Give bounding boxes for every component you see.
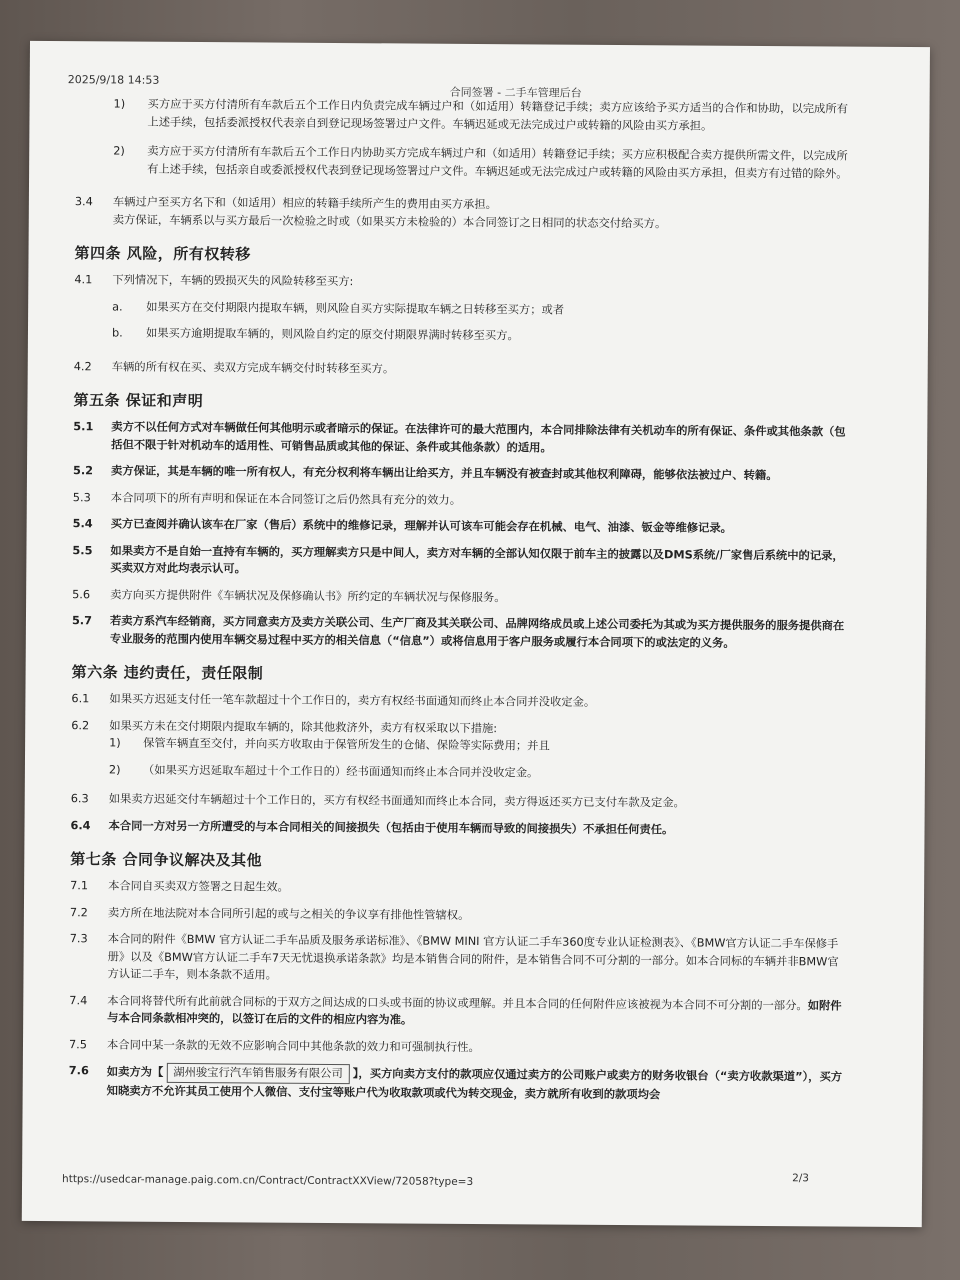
clause-text: 车辆过户至买方名下和（如适用）相应的转籍手续所产生的费用由买方承担。 xyxy=(112,195,498,212)
clause-number: 2) xyxy=(113,144,125,158)
clause-number: 5.5 xyxy=(72,543,93,557)
clause-number: 1) xyxy=(109,736,121,750)
clause-6-1 xyxy=(71,690,851,713)
clause-text: 本合同一方对另一方所遭受的与本合同相关的间接损失（包括由于使用车辆而导致的间接损失）不承担任何责任。 xyxy=(108,818,674,836)
clause-text xyxy=(107,1062,849,1104)
clause-text: 如果买方逾期提取车辆的，则风险自约定的原交付期限界满时转移至买方。 xyxy=(145,326,519,343)
clause-text: 本合同自买卖双方签署之日起生效。 xyxy=(108,879,289,894)
clause-text: 卖方向买方提供附件《车辆状况及保修确认书》所约定的车辆状况与保修服务。 xyxy=(110,587,506,604)
clause-text: 买方已查阅并确认该车在厂家（售后）系统中的维修记录，理解并认可该车可能会存在机械、电气、油漆、钣金等维修记录。 xyxy=(110,517,733,535)
clause-text: 下列情况下，车辆的毁损灭失的风险转移至买方: xyxy=(112,273,354,289)
clause-number: 6.4 xyxy=(70,818,91,832)
clause-number: 5.1 xyxy=(73,420,94,434)
clause-text-post: 】，买方向卖方支付的款项应仅通过卖方的公司账户或卖方的财务收银台（“卖方收款渠道”），买方知晓卖方不允许其员工使用个人微信、支付宝等账户代为收取款项或代为转交现金，卖方就所有收到的款项均会 xyxy=(106,1067,843,1101)
clause-number: 7.2 xyxy=(69,905,88,919)
clause-7-6 xyxy=(69,1062,849,1104)
clause-5-1 xyxy=(73,418,853,458)
clause-4-2 xyxy=(74,358,854,381)
clause-number: 6.3 xyxy=(70,792,89,806)
clause-number: 5.3 xyxy=(72,490,91,504)
clause-number: 7.3 xyxy=(69,932,88,946)
clause-number: 6.2 xyxy=(71,718,90,732)
clause-number: b. xyxy=(111,326,123,340)
clause-text: 卖方应于买方付清所有车款后五个工作日内协助买方完成车辆过户和（如适用）转籍登记手续；买方应积极配合卖方提供所需文件，以完成所有上述手续，包括亲自或委派授权代表到登记现场签署过户文件。车辆迟延或无法完成过户或转籍的风险由买方承担，但卖方有过错的除外。 xyxy=(147,144,848,181)
clause-5-7 xyxy=(72,612,852,652)
clause-text: （如果买方迟延取车超过十个工作日的）经书面通知而终止本合同并没收定金。 xyxy=(142,763,539,779)
clause-4-1-a xyxy=(74,298,854,321)
clause-6-4 xyxy=(70,817,850,840)
clause-number: 5.2 xyxy=(72,464,94,478)
clause-text: 买方应于买方付清所有车款后五个工作日内负责完成车辆过户和（如适用）转籍登记手续；卖方应该给予买方适当的合作和协助，以完成所有上述手续，包括委派授权代表亲自到登记现场签署过户文件。车辆迟延或无法完成过户或转籍的风险由买方承担。 xyxy=(147,97,849,133)
print-title: 合同签署 - 二手车管理后台 xyxy=(449,85,582,100)
clause-text-bold: 如附件与本合同条款相冲突的，以签订在后的文件的相应内容为准。 xyxy=(107,998,842,1027)
clause-text: 如果卖方不是自始一直持有车辆的，买方理解卖方只是中间人，卖方对车辆的全部认知仅限于前车主的披露以及DMS系统/厂家售后系统中的记录，买卖双方对此均表示认可。 xyxy=(110,543,844,576)
clause-number: 7.1 xyxy=(70,879,89,893)
clause-3-4 xyxy=(75,193,855,233)
clause-number: 7.4 xyxy=(69,993,88,1007)
clause-5-2 xyxy=(73,462,853,485)
clause-text: 卖方保证，其是车辆的唯一所有权人，有充分权利将车辆出让给买方，并且车辆没有被查封或其他权利障碍，能够依法被过户、转籍。 xyxy=(110,464,778,483)
clause-number: 4.1 xyxy=(74,273,93,287)
clause-text: 本合同的附件《BMW 官方认证二手车品质及服务承诺标准》、《BMW MINI 官方认证二手车360度专业认证检测表》、《BMW官方认证二手车保修手册》以及《BMW官方认证二手车7天无忧退换承诺条款》均是本销售合同的附件，是本销售合同不可分割的一部分。如本合同标的车辆并非BMW官方认证二手车，则本条款不适用。 xyxy=(107,932,839,982)
clause-text: 卖方不以任何方式对车辆做任何其他明示或者暗示的保证。在法律许可的最大范围内，本合同排除法律有关机动车的所有保证、条件或其他条款（包括但不限于针对机动车的适用性、可销售品质或其他的保证、条件或其他条款）的适用。 xyxy=(111,420,846,455)
contract-body xyxy=(69,95,856,1104)
clause-text: 如果买方在交付期限内提取车辆，则风险自买方实际提取车辆之日转移至买方；或者 xyxy=(146,300,565,317)
clause-text xyxy=(107,992,849,1032)
clause-number: 4.2 xyxy=(73,359,92,373)
clause-1 xyxy=(75,95,855,135)
clause-5-5 xyxy=(72,542,852,582)
clause-number: 5.4 xyxy=(72,517,93,531)
clause-text: 车辆的所有权在买、卖双方完成车辆交付时转移至买方。 xyxy=(111,359,395,375)
clause-2 xyxy=(75,142,855,182)
section-6-title: 第六条 违约责任，责任限制 xyxy=(71,663,264,683)
clause-text: 如果买方未在交付期限内提取车辆的，除其他救济外，卖方有权采取以下措施: xyxy=(109,718,498,735)
clause-number: 1) xyxy=(113,97,126,111)
seller-name-box: 湖州骏宝行汽车销售服务有限公司 xyxy=(166,1063,350,1084)
clause-text: 若卖方系汽车经销商，买方同意卖方及卖方关联公司、生产厂商及其关联公司、品牌网络成员或上述公司委托为其或为买方提供服务的服务提供商在专业服务的范围内使用车辆交易过程中买方的相关信息（“信息”）或将信息用于客户服务或履行本合同项下的或法定的义务。 xyxy=(109,614,845,650)
clause-number: 3.4 xyxy=(74,195,93,209)
clause-number: a. xyxy=(112,299,123,314)
clause-number: 7.5 xyxy=(68,1037,88,1051)
page-number: 2/3 xyxy=(792,1172,810,1185)
contract-page xyxy=(22,41,930,1227)
clause-text: 卖方所在地法院对本合同所引起的或与之相关的争议享有排他性管辖权。 xyxy=(107,905,470,922)
clause-7-5 xyxy=(69,1036,849,1059)
clause-number: 7.6 xyxy=(68,1064,89,1078)
clause-6-3 xyxy=(71,790,851,813)
clause-6-2-2 xyxy=(71,761,851,784)
clause-7-2 xyxy=(70,904,850,927)
clause-text: 如果卖方迟延交付车辆超过十个工作日的，买方有权经书面通知而终止本合同，卖方得返还买方已支付车款及定金。 xyxy=(108,792,685,810)
clause-text: 本合同项下的所有声明和保证在本合同签订之后仍然具有充分的效力。 xyxy=(110,490,462,507)
clause-4-1 xyxy=(74,271,854,294)
clause-7-3 xyxy=(69,930,849,988)
clause-text-part: 本合同将替代所有此前就合同标的于双方之间达成的口头或书面的协议或理解。并且本合同的任何附件应该被视为本合同不可分割的一部分。 xyxy=(107,993,808,1012)
clause-text: 保管车辆直至交付，并向买方收取由于保管所发生的仓储、保险等实际费用；并且 xyxy=(143,736,550,753)
clause-text: 本合同中某一条款的无效不应影响合同中其他条款的效力和可强制执行性。 xyxy=(106,1037,480,1054)
clause-text: 如果买方迟延支付任一笔车款超过十个工作日的，卖方有权经书面通知而终止本合同并没收定金。 xyxy=(109,692,596,709)
clause-text-2: 卖方保证，车辆系以与买方最后一次检验之时或（如果买方未检验的）本合同签订之日相同的状态交付给买方。 xyxy=(112,212,667,230)
clause-number: 5.6 xyxy=(72,587,91,601)
section-4-title: 第四条 风险，所有权转移 xyxy=(74,244,251,264)
clause-7-4 xyxy=(69,992,849,1032)
clause-4-1-b xyxy=(74,324,854,347)
footer-url: https://usedcar-manage.paig.com.cn/Contract/ContractXXView/72058?type=3 xyxy=(62,1173,474,1188)
clause-5-3 xyxy=(73,489,853,512)
clause-number: 6.1 xyxy=(71,692,90,706)
section-7-title: 第七条 合同争议解决及其他 xyxy=(70,850,263,870)
clause-5-4 xyxy=(73,515,853,538)
section-5-title: 第五条 保证和声明 xyxy=(73,391,204,411)
clause-5-6 xyxy=(72,586,852,609)
clause-number: 5.7 xyxy=(71,614,93,628)
print-date: 2025/9/18 14:53 xyxy=(67,73,160,87)
clause-number: 2) xyxy=(108,762,121,777)
clause-7-1 xyxy=(70,877,850,900)
clause-text-pre: 如卖方为【 xyxy=(106,1065,164,1079)
